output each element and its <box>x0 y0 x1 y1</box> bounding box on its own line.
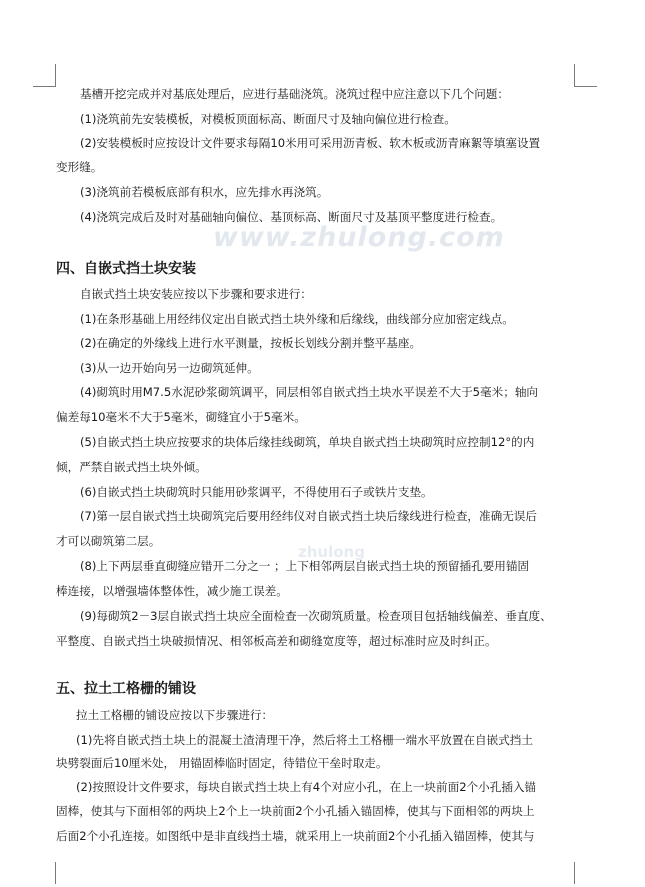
list-item: (1)在条形基础上用经纬仪定出自嵌式挡土块外缘和后缘线，曲线部分应加密定线点。 <box>80 312 514 326</box>
list-item: 偏差每10毫米不大于5毫米，砌缝宜小于5毫米。 <box>56 410 306 424</box>
list-item: 后面2个小孔连接。如图纸中是非直线挡土墙，就采用上一块前面2个小孔插入锚固棒，使其与 <box>56 829 535 843</box>
page-corner-mark-top-left <box>33 64 56 87</box>
page-corner-mark-bottom-right <box>574 862 597 884</box>
list-item: 固棒，使其与下面相邻的两块上2个上一块前面2个小孔插入锚固棒，使其与下面相邻的两块上 <box>56 804 535 818</box>
list-item: 倾，严禁自嵌式挡土块外倾。 <box>56 460 207 474</box>
list-item: (3)浇筑前若模板底部有积水，应先排水再浇筑。 <box>80 185 329 199</box>
watermark-small: zhulong <box>298 543 365 561</box>
page-corner-mark-top-right <box>574 64 597 87</box>
list-item: (2)安装模板时应按设计文件要求每隔10米用可采用沥青板、软木板或沥青麻絮等填塞设置 <box>80 136 541 150</box>
list-item: 平整度、自嵌式挡土块破损情况、相邻板高差和砌缝宽度等，超过标准时应及时纠正。 <box>56 634 497 648</box>
watermark: www.zhulong.com <box>213 222 505 253</box>
list-item: (2)在确定的外缘线上进行水平测量，按板长划线分割并整平基座。 <box>80 336 422 350</box>
list-item: (3)从一边开始向另一边砌筑延伸。 <box>80 361 259 375</box>
list-item: (1)先将自嵌式挡土块上的混凝土渣清理干净，然后将土工格栅一端水平放置在自嵌式挡土 <box>76 733 533 747</box>
section-intro: 自嵌式挡土块安装应按以下步骤和要求进行： <box>80 287 312 301</box>
list-item: (7)第一层自嵌式挡土块砌筑完后要用经纬仪对自嵌式挡土块后缘线进行检查，准确无误后 <box>80 509 537 523</box>
list-item: (1)浇筑前先安装模板，对模板顶面标高、断面尺寸及轴向偏位进行检查。 <box>80 112 456 126</box>
list-item: (4)砌筑时用M7.5水泥砂浆砌筑调平，同层相邻自嵌式挡土块水平误差不大于5毫米；轴向 <box>80 385 539 399</box>
list-item: 块劈裂面后10厘米处， 用锚固棒临时固定，待错位干垒时取走。 <box>56 756 388 770</box>
list-item: (8)上下两层垂直砌缝应错开二分之一 ；上下相邻两层自嵌式挡土块的预留插孔要用锚固 <box>80 559 530 573</box>
list-item: (6)自嵌式挡土块砌筑时只能用砂浆调平，不得使用石子或铁片支垫。 <box>80 485 433 499</box>
paragraph-intro: 基槽开挖完成并对基底处理后，应进行基础浇筑。浇筑过程中应注意以下几个问题： <box>80 87 509 101</box>
list-item: 棒连接，以增强墙体整体性，减少施工误差。 <box>56 584 288 598</box>
page-corner-mark-bottom-left <box>33 862 56 884</box>
section-heading-4: 四、自嵌式挡土块安装 <box>56 261 196 277</box>
list-item: (4)浇筑完成后及时对基础轴向偏位、基顶标高、断面尺寸及基顶平整度进行检查。 <box>80 210 503 224</box>
list-item: (5)自嵌式挡土块应按要求的块体后缘挂线砌筑，单块自嵌式挡土块砌筑时应控制12°的内 <box>80 435 535 449</box>
list-item: (9)每砌筑2－3层自嵌式挡土块应全面检查一次砌筑质量。检查项目包括轴线偏差、垂直度、 <box>80 609 552 623</box>
list-item: 变形缝。 <box>56 160 103 174</box>
list-item: (2)按照设计文件要求，每块自嵌式挡土块上有4个对应小孔，在上一块前面2个小孔插入锚 <box>76 780 537 794</box>
section-heading-5: 五、拉土工格栅的铺设 <box>56 681 196 697</box>
list-item: 才可以砌筑第二层。 <box>56 534 161 548</box>
section-intro: 拉土工格栅的铺设应按以下步骤进行： <box>76 708 274 722</box>
